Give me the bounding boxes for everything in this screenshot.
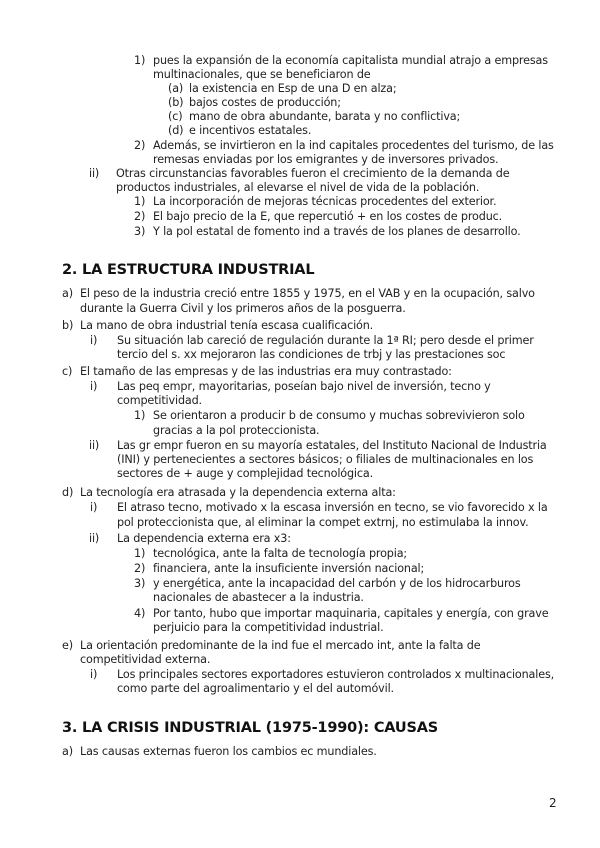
s2-e-line1: La orientación predominante de la ind fue el mercado int, ante la falta de [80,639,481,652]
s2-b-line1: La mano de obra industrial tenía escasa cualificación. [80,319,374,332]
s2-c-ii-line3: sectores de + auge y complejidad tecnológica. [117,467,373,480]
s2-b-i-line1: Su situación lab careció de regulación durante la 1ª RI; pero desde el primer [117,334,534,347]
s2-e-marker: e) [62,639,73,652]
subitem-a-text: la existencia en Esp de una D en alza; [189,82,397,95]
s2-c-marker: c) [62,365,73,378]
s3-a-line1: Las causas externas fueron los cambios ec mundiales. [80,745,377,758]
item-2-text-line1: Además, se invirtieron en la ind capitales procedentes del turismo, de las [153,139,554,152]
subitem-b-marker: (b) [168,96,184,109]
item-1-marker: 1) [134,54,146,67]
s2-c-ii-line2: (INI) y pertenecientes a sectores básicos; o filiales de multinacionales en los [117,453,534,466]
subitem-d-text: e incentivos estatales. [189,124,312,137]
s2-c-i-line2: competitividad. [117,394,202,407]
ii-sub-2-text: El bajo precio de la E, que repercutió + en los costes de produc. [153,210,503,223]
s2-e-line2: competitividad externa. [80,653,211,666]
s2-d-ii-2-line1: financiera, ante la insuficiente inversión nacional; [153,562,425,575]
roman-ii-marker: ii) [89,167,100,180]
item-2-text-line2: remesas enviadas por los emigrantes y de inversores privados. [153,153,499,166]
s2-d-ii-3-line2: nacionales de abastecer a la industria. [153,591,364,604]
s2-d-ii-3-line1: y energética, ante la incapacidad del carbón y de los hidrocarburos [153,577,521,590]
s2-d-i-line2: pol proteccionista que, al eliminar la compet extrnj, no estimulaba la innov. [117,516,529,529]
roman-ii-text-line2: productos industriales, al elevarse el nivel de vida de la población. [116,181,480,194]
s2-c-ii-line1: Las gr empr fueron en su mayoría estatales, del Instituto Nacional de Industria [117,439,547,452]
s2-c-i-marker: i) [90,380,98,393]
s3-a-marker: a) [62,745,73,758]
subitem-a-marker: (a) [168,82,184,95]
subitem-c-text: mano de obra abundante, barata y no conflictiva; [189,110,461,123]
s2-c-ii-marker: ii) [89,439,100,452]
s2-d-ii-1-marker: 1) [134,547,146,560]
page-number: 2 [549,796,557,810]
s2-a-line2: durante la Guerra Civil y los primeros años de la posguerra. [80,302,406,315]
s2-a-marker: a) [62,287,73,300]
s2-e-i-line2: como parte del agroalimentario y el del automóvil. [117,682,394,695]
s2-c-i-1-line1: Se orientaron a producir b de consumo y muchas sobrevivieron solo [153,409,525,422]
s2-d-ii-4-line2: perjuicio para la competitividad industrial. [153,621,384,634]
ii-sub-2-marker: 2) [134,210,146,223]
s2-c-line1: El tamaño de las empresas y de las industrias era muy contrastado: [80,365,452,378]
item-1-text-line2: multinacionales, que se beneficiaron de [153,68,371,81]
s2-d-ii-3-marker: 3) [134,577,146,590]
s2-d-i-line1: El atraso tecno, motivado x la escasa inversión en tecno, se vio favorecido x la [117,501,548,514]
s2-d-line1: La tecnología era atrasada y la dependencia externa alta: [80,486,396,499]
s2-d-ii-line1: La dependencia externa era x3: [117,532,291,545]
s2-a-line1: El peso de la industria creció entre 1855 y 1975, en el VAB y en la ocupación, salvo [80,287,535,300]
s2-b-i-line2: tercio del s. xx mejoraron las condiciones de trbj y las prestaciones soc [117,348,506,361]
item-1-text-line1: pues la expansión de la economía capitalista mundial atrajo a empresas [153,54,548,67]
s2-e-i-line1: Los principales sectores exportadores estuvieron controlados x multinacionales, [117,668,555,681]
s2-e-i-marker: i) [90,668,98,681]
s2-b-i-marker: i) [90,334,98,347]
s2-d-i-marker: i) [90,501,98,514]
s2-d-ii-2-marker: 2) [134,562,146,575]
s2-b-marker: b) [62,319,74,332]
section-2-heading: 2. LA ESTRUCTURA INDUSTRIAL [62,262,315,278]
section-3-heading: 3. LA CRISIS INDUSTRIAL (1975-1990): CAUSAS [62,720,438,736]
ii-sub-3-marker: 3) [134,225,146,238]
ii-sub-3-text: Y la pol estatal de fomento ind a través de los planes de desarrollo. [153,225,521,238]
s2-c-i-1-line2: gracias a la pol proteccionista. [153,424,320,437]
s2-d-ii-4-line1: Por tanto, hubo que importar maquinaria, capitales y energía, con grave [153,607,549,620]
s2-d-ii-1-line1: tecnológica, ante la falta de tecnología propia; [153,547,408,560]
ii-sub-1-marker: 1) [134,195,146,208]
s2-d-marker: d) [62,486,74,499]
ii-sub-1-text: La incorporación de mejoras técnicas procedentes del exterior. [153,195,497,208]
subitem-c-marker: (c) [168,110,183,123]
subitem-b-text: bajos costes de producción; [189,96,341,109]
s2-d-ii-4-marker: 4) [134,607,146,620]
roman-ii-text-line1: Otras circunstancias favorables fueron el crecimiento de la demanda de [116,167,510,180]
item-2-marker: 2) [134,139,146,152]
s2-c-i-line1: Las peq empr, mayoritarias, poseían bajo nivel de inversión, tecno y [117,380,491,393]
s2-c-i-1-marker: 1) [134,409,146,422]
subitem-d-marker: (d) [168,124,184,137]
s2-d-ii-marker: ii) [89,532,100,545]
